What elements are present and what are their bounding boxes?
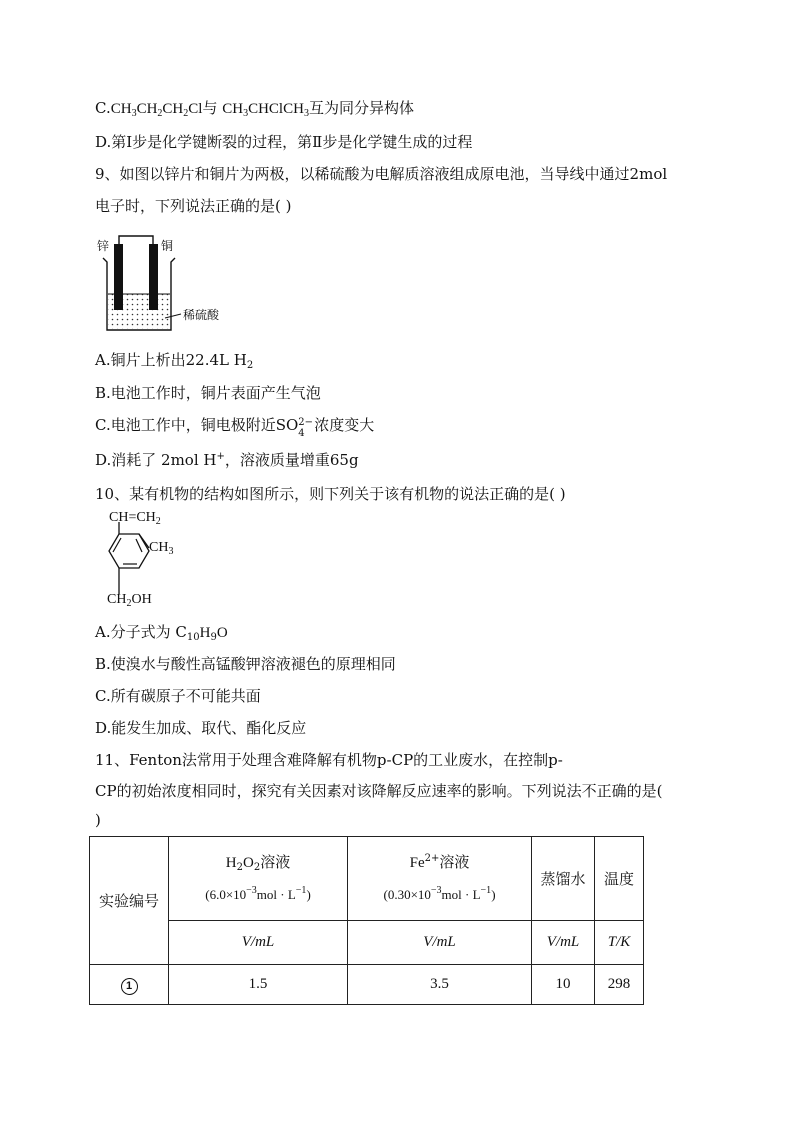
row-water-volume: 10 [532,965,595,1005]
row-id: 1 [90,965,169,1005]
row-temperature: 298 [595,965,644,1005]
q9-option-a: A.铜片上析出22.4L $H_2$ [95,351,254,371]
row-h2o2-volume: 1.5 [169,965,348,1005]
q10-option-b: B.使溴水与酸性高锰酸钾溶液褪色的原理相同 [95,655,396,673]
unit-water: V/mL [532,921,595,965]
q11-stem-line3: ) [95,811,101,829]
experiment-table [89,836,644,1005]
unit-fe: V/mL [348,921,532,965]
vinyl-group-label: $CH=CH_2$ [109,510,161,527]
table-row [90,965,644,1005]
header-fe: $Fe^{2+}$溶液 $(0.30\times 10^{-3}mol \cdot L^{-1})$ [348,837,532,921]
methyl-group-label: $CH_3$ [149,540,174,557]
q9-stem-line2: 电子时，下列说法正确的是( ) [95,197,292,215]
unit-temp: T/K [595,921,644,965]
header-experiment-number: 实验编号 [90,837,169,965]
q9-option-c: C.电池工作中，铜电极附近SO 2− 4 浓度变大 [95,416,375,439]
q10-option-a: A.分子式为 $C_{10}H_9O$ [95,623,228,643]
header-temperature: 温度 [595,837,644,921]
q9-stem-line1: 9、如图以锌片和铜片为两极，以稀硫酸为电解质溶液组成原电池，当导线中通过2mol [95,165,668,183]
row-fe-volume: 3.5 [348,965,532,1005]
hydroxymethyl-group-label: $CH_2OH$ [107,592,152,609]
q8-option-d: D.第Ⅰ步是化学键断裂的过程，第Ⅱ步是化学键生成的过程 [95,133,473,151]
q11-stem-line1: 11、Fenton法常用于处理含难降解有机物p-CP的工业废水，在控制p- [95,751,563,769]
header-distilled-water: 蒸馏水 [532,837,595,921]
acid-label: 稀硫酸 [183,308,220,322]
q9-option-b: B.电池工作时，铜片表面产生气泡 [95,384,321,402]
q11-stem-line2: CP的初始浓度相同时，探究有关因素对该降解反应速率的影响。下列说法不正确的是( [95,782,663,800]
q10-option-c: C.所有碳原子不可能共面 [95,687,261,705]
q10-structure-figure [95,508,215,614]
q10-stem: 10、某有机物的结构如图所示，则下列关于该有机物的说法正确的是( ) [95,485,566,503]
q10-option-d: D.能发生加成、取代、酯化反应 [95,719,307,737]
copper-electrode [149,244,158,310]
q8-option-c: $C.CH_3CH_2CH_2Cl$与 $CH_3CHClCH_3$互为同分异构体 [95,99,414,119]
q9-galvanic-cell-figure [95,232,235,342]
unit-h2o2: V/mL [169,921,348,965]
zinc-electrode [114,244,123,310]
q9-option-d: D.消耗了 2mol H+，溶液质量增重65g [95,451,359,469]
wire [119,236,153,246]
copper-label: 铜 [161,239,174,253]
zinc-label: 锌 [97,239,110,253]
header-h2o2: $H_2O_2$溶液 $(6.0\times 10^{-3}mol \cdot L^{-1})$ [169,837,348,921]
